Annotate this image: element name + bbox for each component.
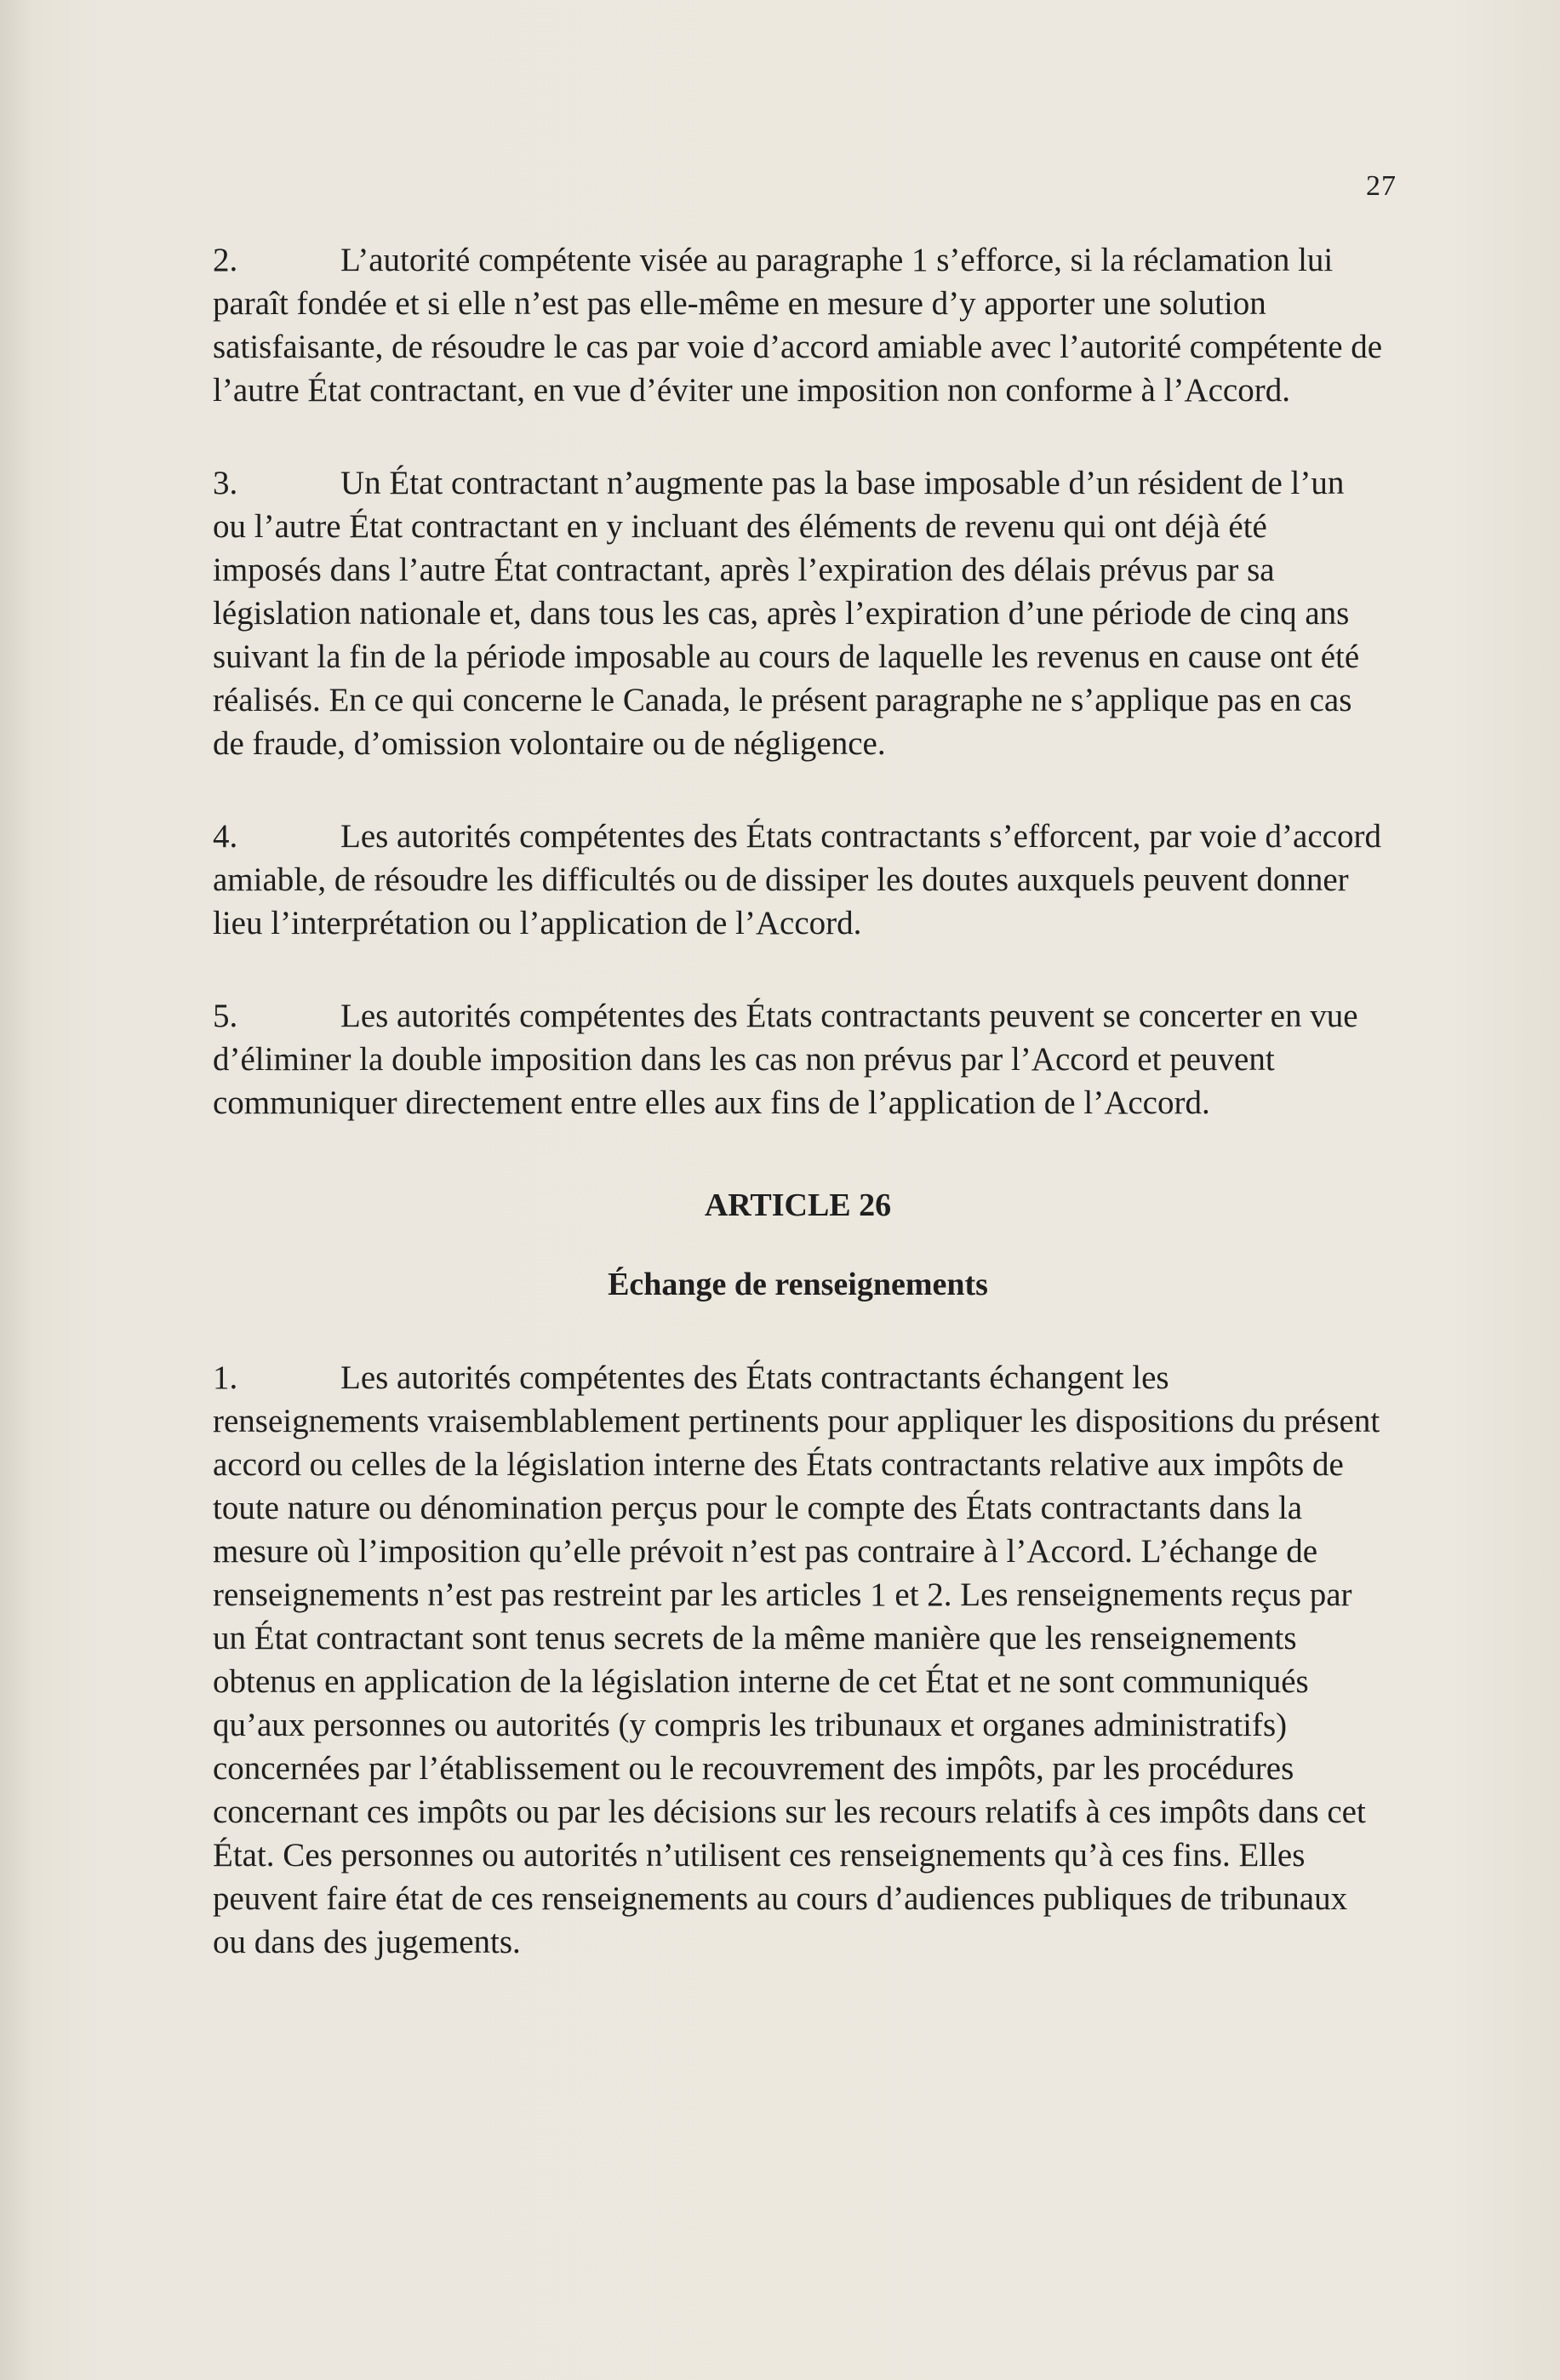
page-number: 27	[1366, 170, 1397, 202]
paragraph-2	[213, 238, 1383, 412]
paragraph-text: L’autorité compétente visée au paragraphe 1 s’efforce, si la réclamation lui paraît fondée et si elle n’est pas elle-même en mesure d’y apporter une solution satisfaisante, de résoudre le cas par voie d’accord amiable avec l’autorité compétente de l’autre État contractant, en vue d’éviter une imposition non conforme à l’Accord.	[213, 242, 1383, 409]
paragraph-number: 2.	[213, 242, 238, 278]
paragraph-text: Un État contractant n’augmente pas la base imposable d’un résident de l’un ou l’autre État contractant en y incluant des éléments de revenu qui ont déjà été imposés dans l’autre État contractant, après l’expiration des délais prévus par sa législation nationale et, dans tous les cas, après l’expiration d’une période de cinq ans suivant la fin de la période imposable au cours de laquelle les revenus en cause ont été réalisés. En ce qui concerne le Canada, le présent paragraphe ne s’applique pas en cas de fraude, d’omission volontaire ou de négligence.	[213, 465, 1360, 762]
paragraph-text: Les autorités compétentes des États contractants échangent les renseignements vraisemblablement pertinents pour appliquer les dispositions du présent accord ou celles de la législation interne des États contractants relative aux impôts de toute nature ou dénomination perçus pour le compte des États contractants dans la mesure où l’imposition qu’elle prévoit n’est pas contraire à l’Accord. L’échange de renseignements n’est pas restreint par les articles 1 et 2. Les renseignements reçus par un État contractant sont tenus secrets de la même manière que les renseignements obtenus en application de la législation interne de cet État et ne sont communiqués qu’aux personnes ou autorités (y compris les tribunaux et organes administratifs) concernées par l’établissement ou le recouvrement des impôts, par les procédures concernant ces impôts ou par les décisions sur les recours relatifs à ces impôts dans cet État. Ces personnes ou autorités n’utilisent ces renseignements qu’à ces fins. Elles peuvent faire état de ces renseignements au cours d’audiences publiques de tribunaux ou dans des jugements.	[213, 1359, 1380, 1960]
article-title: Échange de renseignements	[608, 1267, 988, 1302]
paragraph-1-article-26	[213, 1356, 1383, 1964]
paragraph-4	[213, 815, 1383, 945]
paragraph-text: Les autorités compétentes des États contractants peuvent se concerter en vue d’éliminer la double imposition dans les cas non prévus par l’Accord et peuvent communiquer directement entre elles aux fins de l’application de l’Accord.	[213, 998, 1358, 1121]
paragraph-number: 5.	[213, 998, 238, 1034]
paragraph-text: Les autorités compétentes des États contractants s’efforcent, par voie d’accord amiable, de résoudre les difficultés ou de dissiper les doutes auxquels peuvent donner lieu l’interprétation ou l’application de l’Accord.	[213, 818, 1381, 941]
paragraph-3	[213, 461, 1383, 765]
paragraph-number: 4.	[213, 818, 238, 855]
paragraph-5	[213, 994, 1383, 1124]
article-heading: ARTICLE 26	[704, 1187, 892, 1223]
paragraph-number: 3.	[213, 465, 238, 501]
paragraph-number: 1.	[213, 1359, 238, 1396]
document-body	[213, 238, 1383, 2013]
